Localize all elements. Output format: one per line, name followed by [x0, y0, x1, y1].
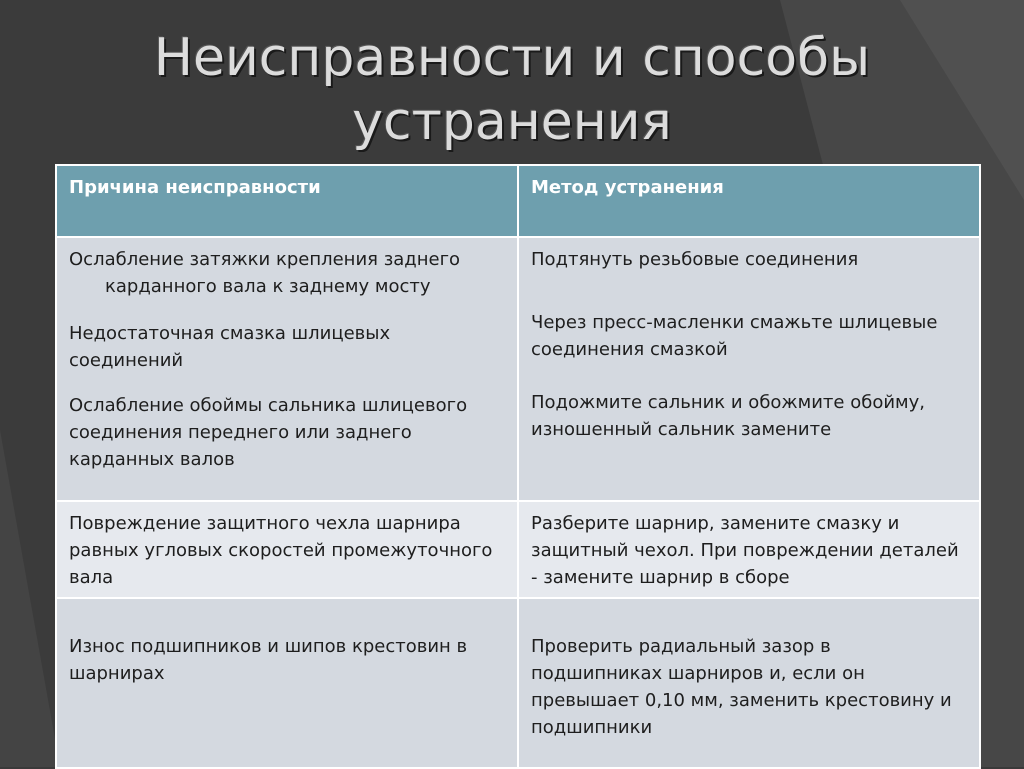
- title-line-2: устранения: [352, 92, 672, 152]
- cause-cell: [56, 237, 518, 501]
- cause-text: Недостаточная смазка шлицевых соединений: [69, 323, 391, 371]
- method-cell: [518, 237, 980, 501]
- method-text: Проверить радиальный зазор в подшипниках шарниров и, если он превышает 0,10 мм, заменить крестовину и подшипники: [531, 636, 952, 738]
- table-row: [56, 237, 980, 501]
- faults-table: [55, 164, 981, 769]
- header-method: Метод устранения: [518, 165, 980, 237]
- method-text: Через пресс-масленки смажьте шлицевые соединения смазкой: [531, 312, 938, 360]
- title-line-1: Неисправности и способы: [153, 28, 871, 88]
- method-cell: [518, 598, 980, 768]
- cause-text: Повреждение защитного чехла шарнира равных угловых скоростей промежуточного вала: [69, 513, 493, 588]
- method-cell: [518, 501, 980, 598]
- cause-cell: [56, 501, 518, 598]
- method-text: Разберите шарнир, замените смазку и защитный чехол. При повреждении деталей - замените шарнир в сборе: [531, 513, 959, 588]
- table-header-row: [56, 165, 980, 237]
- slide-title: [0, 26, 1024, 154]
- cause-text: Ослабление затяжки крепления заднего карданного вала к заднему мосту: [69, 249, 461, 297]
- cause-text: Износ подшипников и шипов крестовин в шарнирах: [69, 636, 468, 684]
- table-row: [56, 598, 980, 768]
- method-text: Подтянуть резьбовые соединения: [531, 249, 859, 270]
- header-cause: Причина неисправности: [56, 165, 518, 237]
- method-text: Подожмите сальник и обожмите обойму, изношенный сальник замените: [531, 392, 925, 440]
- table-row: [56, 501, 980, 598]
- cause-cell: [56, 598, 518, 768]
- cause-text: Ослабление обоймы сальника шлицевого соединения переднего или заднего карданных валов: [69, 395, 468, 470]
